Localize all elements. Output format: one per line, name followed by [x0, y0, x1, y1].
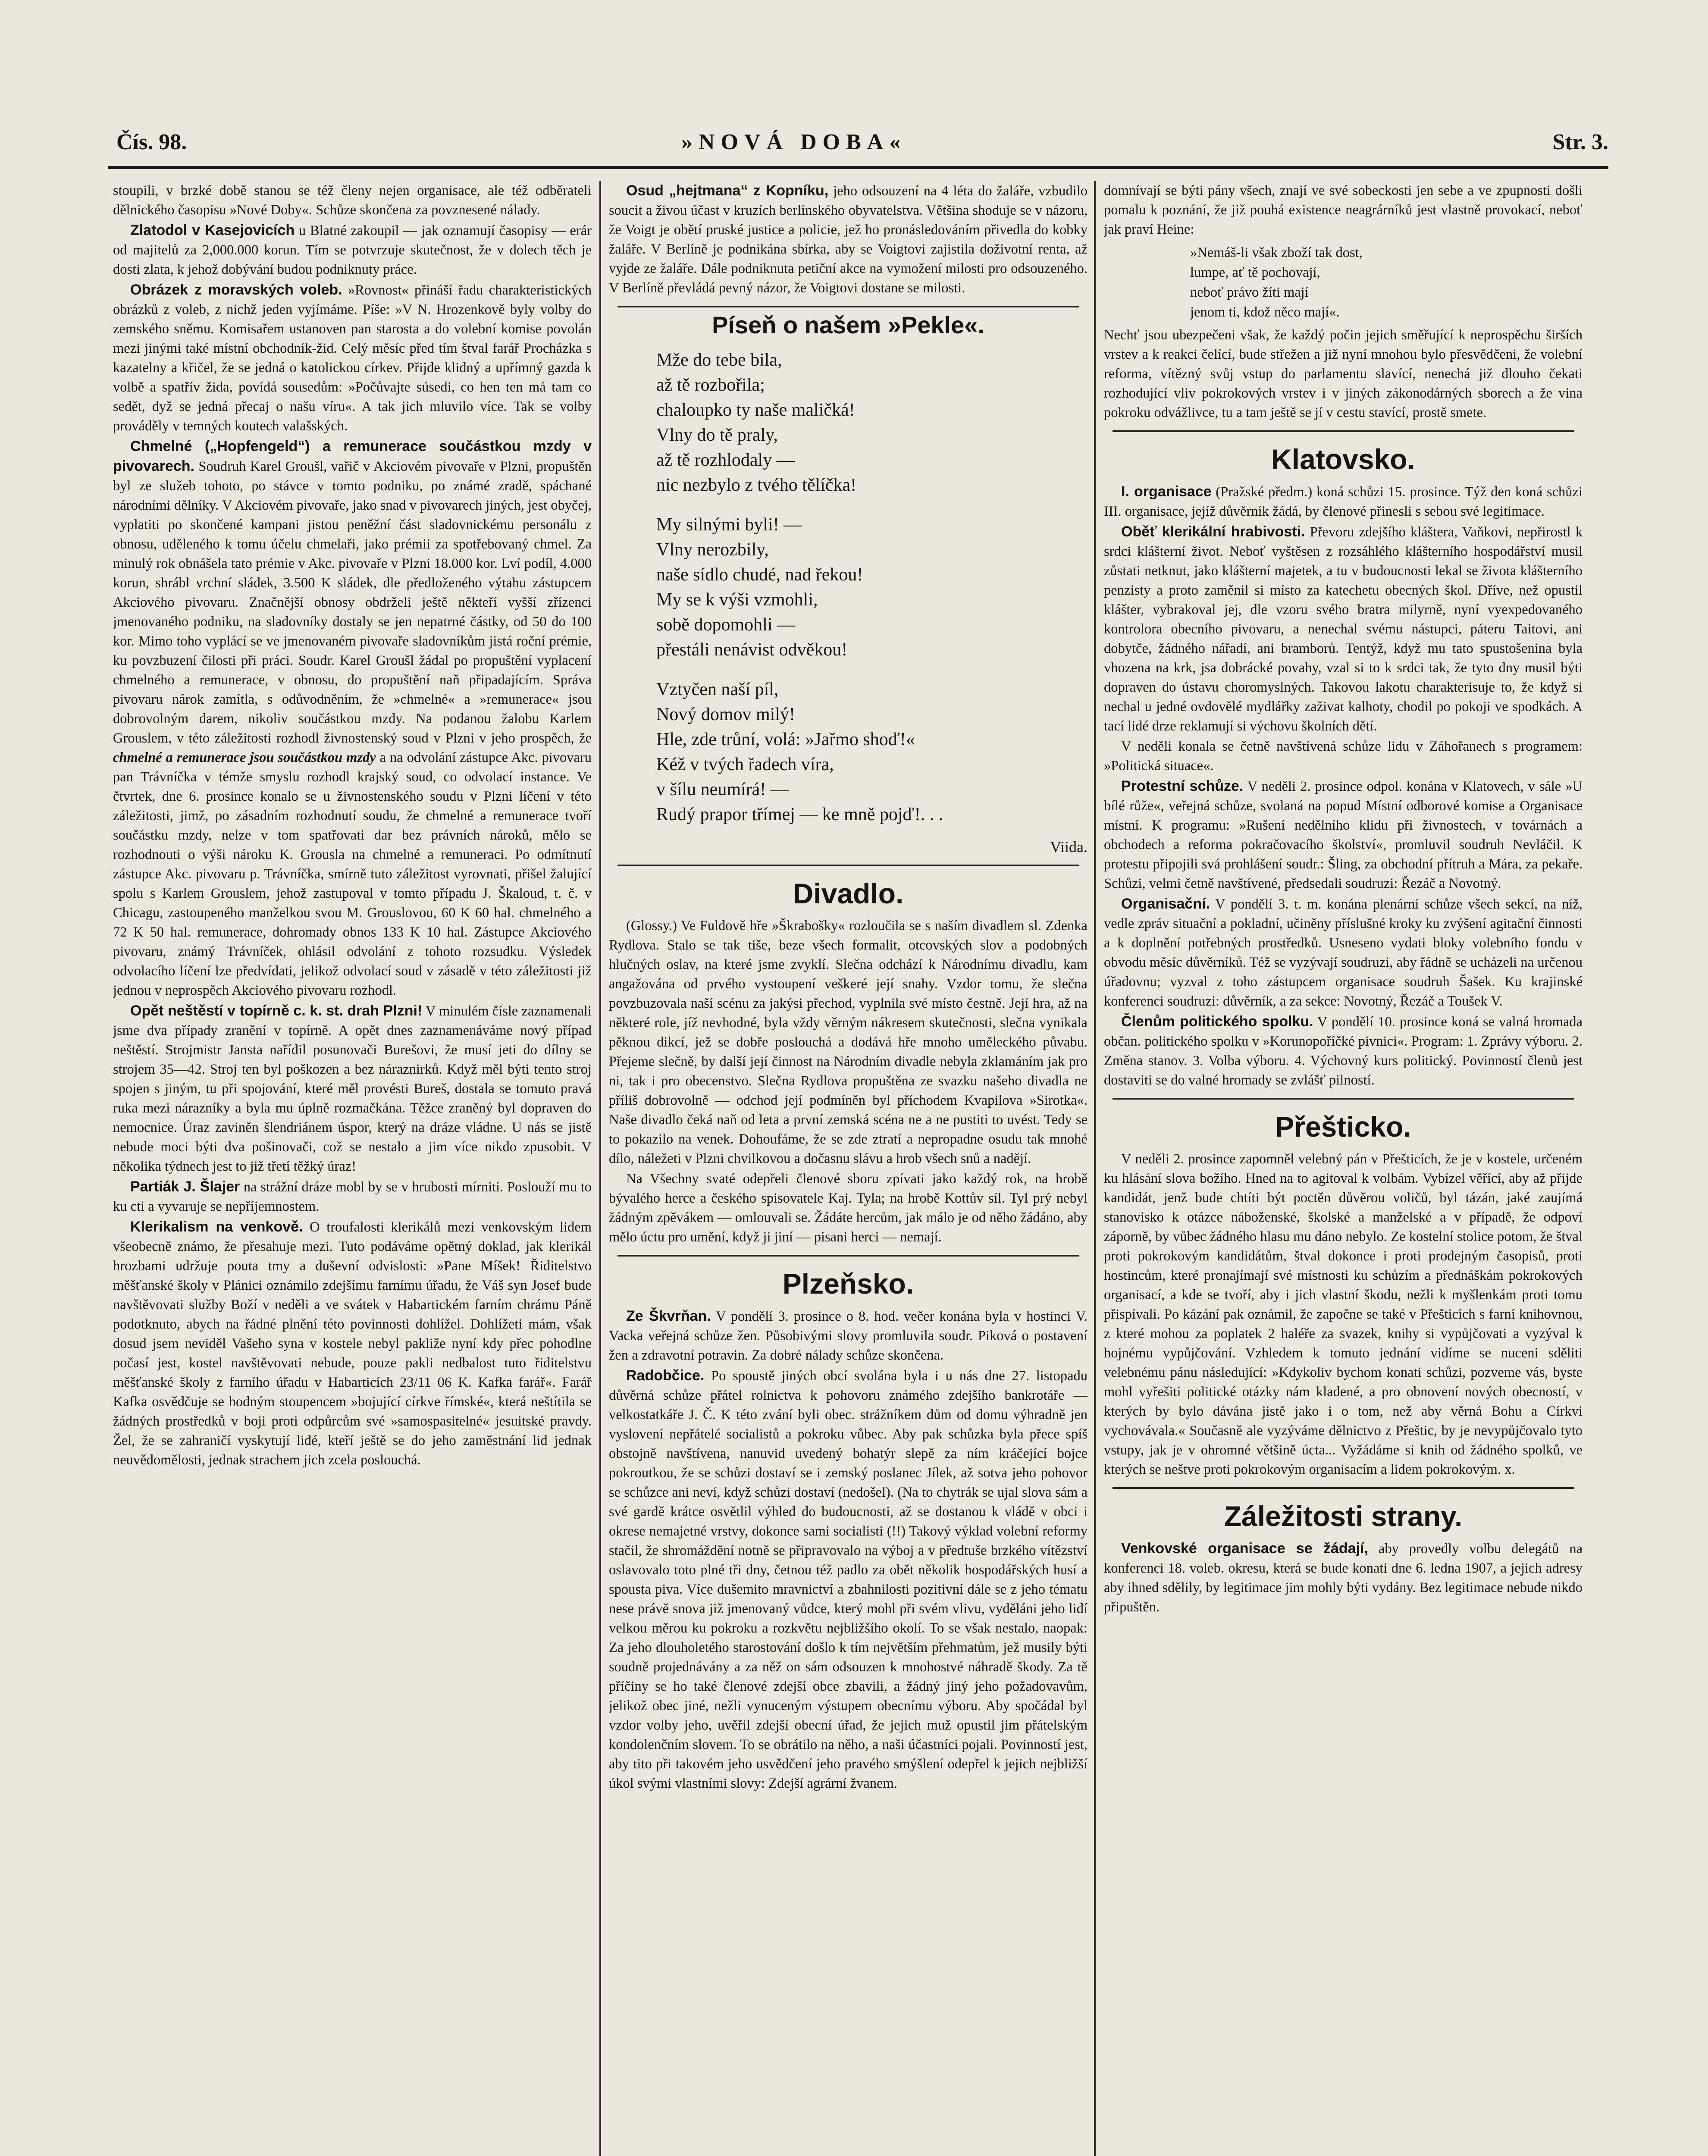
poem-stanza: [656, 348, 1087, 498]
article-heading: Osud „hejtmana“ z Kopníku,: [626, 182, 829, 199]
article-text: V minulém čísle zaznamenali jsme dva případy zranění v topírně. A opět dnes zaznamenáváme nový případ neštěstí. Strojmistr Jansta nařídil posunovači Burešovi, že musí jeti do dílny se strojem 35—42. Stroj ten byl poškozen a bez náraznirků. Když měl býti tento stroj spojen s jiným, tu při spojování, které měl provésti Bureš, dostala se tomuto pravá ruka mezi nárazníky a byla mu úplně rozmačkána. Těžce zraněný byl dopraven do nemocnice. Úraz zaviněn šlendriánem úspor, který na dráze vládne. U nás se jistě nebude moci býti dva pošinovači, což se nestalo a jim více nikdo zpusobit. V několika týdnech jest to již třetí těžký úraz!: [113, 1003, 592, 1174]
article-heading: Obrázek z moravských voleb.: [130, 282, 342, 298]
article-text: jeho odsouzení na 4 léta do žaláře, vzbudilo soucit a živou účast v kruzích berlínského obyvatelstva. Většina shoduje se v názoru, že Voigt je obětí pruské justice a policie, jež ho pronásledováním přivedla do kobky žaláře. V Berlíně je podnikána sbírka, aby se Voigtovi zajistila doživotní renta, až vyjde ze žaláře. Dále podniknuta petiční akce na vymožení milosti pro odsouzeného. V Berlíně převládá pevný názor, že Voigtovi dostane se milosti.: [609, 183, 1087, 296]
article-text: aby provedly volbu delegátů na konferenci 18. voleb. okresu, která se bude konati dne 6. ledna 1907, a jejich adresy aby ihned sdělily, by legitimace jim mohly býti vydány. Bez legitimace nebude nikdo připuštěn.: [1104, 1541, 1583, 1615]
poem-line: Hle, zde trůní, volá: »Jařmo shoď!«: [656, 730, 915, 749]
poem-line: Rudý prapor třímej — ke mně pojď!. . .: [656, 805, 943, 824]
poem-line: Vlny do tě praly,: [656, 425, 778, 445]
poem-line: naše sídlo chudé, nad řekou!: [656, 565, 863, 585]
poem-stanza: [656, 677, 1087, 827]
article-paragraph: [609, 1366, 1087, 1793]
article-paragraph: [1104, 1012, 1583, 1090]
poem: [609, 348, 1087, 827]
poem-line: Kéž v tvých řadech víra,: [656, 755, 834, 774]
article-paragraph: [113, 437, 592, 1000]
issue-number: Čís. 98.: [116, 130, 187, 154]
article-text: O troufalosti klerikálů mezi venkovským lidem všeobecně známo, že přesahuje mezi. Tuto podáváme opětný doklad, jak klerikál hrozbami udržuje pouta tmy a duševní odvislosti: »Pane Míšek! Řiditelstvo měšťanské školy v Plánici oznámilo zdejšímu farnímu úřadu, že Váš syn Josef bude navštěvovati služby Boží v neděli a ve svátek v Habartickém farním chrámu Páně podotknuto, abych na řádné plnění této povinnosti dohlížel. Dohlížeti mám, však dosud jsem neviděl Vašeho syna v kostele nebyl pakliže nyní kdy přec pohodlne počasí jest, kostel navštěvovati nebude, pouze pakli nedbalost tuto řiditelstvu měšťanské školy z farního úřadu v Habarticích 23/11 06 K. Kafka farář«. Farář Kafka osvědčuje se hodným stoupencem »bojující církve římské«, která neštítila se žádných prostředků v boji proti odpůrcům své »samospasitelné« jesuitské pravdy. Žel, že se zahraničí vyskytují lidé, kteří ještě se do jeho zaměstnání lid jednak neuvědomělosti, jednak strachem jich zcela poslouchá.: [113, 1219, 592, 1468]
section-rule: [1113, 430, 1574, 432]
section-heading-divadlo: Divadlo.: [793, 877, 904, 909]
poem-line: až tě rozhlodaly —: [656, 450, 795, 470]
article-paragraph: [1104, 894, 1583, 1011]
poem-signature: Viida.: [1050, 838, 1087, 856]
article-heading: I. organisace: [1121, 483, 1212, 500]
article-heading: Chmelné („Hopfengeld“) a remunerace součástkou mzdy v pivovarech.: [113, 438, 592, 474]
page-header: [116, 129, 1608, 164]
article-text: V pondělí 10. prosince koná se valná hromada občan. politického spolku v »Korunopoříčké pivnici«. Program: 1. Zprávy výboru. 2. Změna stanov. 3. Volba výboru. 4. Výchovný kurs politický. Povinností členů jest dostaviti se do valné hromady se zvlášť pilností.: [1104, 1014, 1583, 1088]
page-number: Str. 3.: [1552, 130, 1608, 154]
article-paragraph: [1104, 482, 1583, 521]
article-paragraph: [609, 181, 1087, 298]
article-heading: Venkovské organisace se žádají,: [1121, 1540, 1368, 1557]
article-text: a na odvolání zástupce Akc. pivovaru pan Trávníčka v témže smyslu rozhodl krajský soud, co odvolací instance. Ve čtvrtek, dne 6. prosince konalo se u živnostenského soudu v Plzni líčení v této záležitosti, jimž, po zásadním rozhodnutí soudu, že chmelné a remunerace tvoří součástku mzdy, nelze v tom spatřovati dar bez právních nároků, mělo se rozhodnouti o výši nároku K. Grousla na chmelné a remuneraci. Po odmítnutí zástupce Akc. pivovaru p. Trávníčka, smírně tuto záležitost vyrovnati, přišel žalující spolu s Karlem Grouslem, jehož zastupoval v tomto případu J. Škaloud, t. č. v Chicagu, zastoupeného manželkou svou M. Grouslovou, 60 K 60 hal. chmelného a 72 K 50 hal. remunerace, dohromady obnos 133 K 10 hal. Zástupce Akciového pivovaru, známý Trávníček, ohlásil odvolání z tohoto rozsudku. Výsledek odvolacího líčení lze předvídati, jelikož odvolací soud v zásadě v této záležitosti již jednou v neprospěch Akciového pivovaru rozhodl.: [113, 750, 592, 998]
article-text: (Pražské předm.) koná schůzi 15. prosince. Týž den koná schůzi III. organisace, jejíž důvěrník žádá, by členové přinesli s sebou své legitimace.: [1104, 484, 1583, 519]
article-paragraph: Nechť jsou ubezpečeni však, že každý počin jejich směřující k neprospěchu širších vrstev a k reakci čelící, bude střežen a již nyní mnohou bylo přesvědčeni, že volební reforma, vítězný svůj vstup do parlamentu slavící, nenechá již dlouho čekati rozhodující vliv pokrokových vrstev i v jiných zákonodárných sborech a že vina pokroku odvážlivce, tu a tam ještě se jí v cestu stavící, prostě smete.: [1104, 327, 1583, 420]
section-heading-presticko: Přešticko.: [1275, 1111, 1411, 1143]
verse-line: lumpe, ať tě pochovají,: [1190, 265, 1320, 280]
article-heading: Radobčice.: [626, 1367, 705, 1384]
article-paragraph: (Glossy.) Ve Fuldově hře »Škrabošky« rozloučila se s naším divadlem sl. Zdenka Rydlova. Stalo se tak tiše, beze všech formalit, otcovských slov a podobných hlučných oslav, na které jsme zvyklí. Slečna odchází k Národnímu divadlu, kam angažována od prvého vystoupení veškeré její snahy. Vzdor tomu, že slečna povzbuzovala naší scénu za jakýsi přechod, vyplnila své místo čestně. Její hra, až na některé role, jíž nevhodné, byla vždy věrným nákresem skutečnosti, slečna vynikala pěknou dikcí, jež se dobře poslouchá a dodává hře mnoho uměleckého půvabu. Přejeme slečně, by další její činnost na Národním divadle nebyla zklamáním jak pro ni, tak i pro obecenstvo. Slečna Rydlova propuštěna ze svazku našeho divadla ne příliš dobrovolně — odchod její podmíněn byl příchodem Kvapilova »Sirotka«. Naše divadlo čeká naň od leta a první zemská scéna ne a ne pustiti to uvést. Tedy se to pokazilo na venek. Dohoufáme, že se zde ztratí a nepropadne osudu tak mnohé dílo, náležeti v Plzni chvilkovou a dočasnu slávu a hrob všech snů a nadějí.: [609, 918, 1087, 1166]
quoted-verse: [1104, 243, 1583, 322]
article-text: u Blatné zakoupil — jak oznamují časopisy — erár od majitelů za 2,000.000 korun. Tím se potvrzuje skutečnost, že v dolech těch je dosti zlata, k jehož dobývání budou podniknuty práce.: [113, 223, 592, 277]
column-divider: [1094, 181, 1096, 2156]
article-heading: Členům politického spolku.: [1121, 1013, 1313, 1030]
poem-line: v šílu neumírá! —: [656, 780, 789, 799]
article-text: V neděli 2. prosince odpol. konána v Klatovech, v sále »U bílé růže«, veřejná schůze, svolaná na popud Místní odborové komise a Organisace místní. K programu: »Rušení nedělního klidu při živnostech, v továrnách a obchodech a reforma pokračovacího školství«, promluvil soudruh Nevláčil. K protestu připojili svá prohlášení soudr.: Šling, za obchodní přítruh a Mára, za pekaře. Schůzi, velmi četně navštívené, předsedali soudruzi: Řezáč a Novotný.: [1104, 779, 1583, 891]
section-rule: [617, 306, 1079, 307]
column-divider: [599, 181, 601, 2156]
article-paragraph: stoupili, v brzké době stanou se též členy nejen organisace, ale též odběrateli dělnického časopisu »Nové Doby«. Schůze skončena za povznesené nálady.: [113, 183, 592, 218]
article-emphasis: chmelné a remunerace jsou součástkou mzdy: [113, 750, 376, 765]
article-heading: Opět neštěstí v topírně c. k. st. drah Plzni!: [130, 1003, 423, 1019]
verse-line: »Nemáš-li však zboží tak dost,: [1190, 245, 1363, 260]
verse-line: jenom ti, kdož něco mají«.: [1190, 304, 1340, 320]
article-text: Soudruh Karel Groušl, vařič v Akciovém pivovaře v Plzni, propuštěn byl ze služeb tohoto, po stávce v tomto podniku, po známé zradě, spáchané národními dělníky. V Akciovém pivovaře, jako snad v pivovarech jiných, jest obyčej, vyplatiti po skončené kampani jistou peněžní část sladovnickému personálu z obnosu, uděleného k tomu účelu chmelaři, jako prémii za spotřebovaný chmel. Za minulý rok obnášela tato prémie v Akc. pivovaře v Plzni 18.000 kor. Lví podíl, 4.000 korun, shrábl vrchní sládek, 3.500 K sládek, dle předloženého výtahu zástupcem Akciového pivovaru. Značnější obnosy obdrželi ještě někteří vyšší zřízenci jmenovaného podniku, na sladovníky dostaly se jen nepatrné částky, od 50 do 100 kor. Mimo toho vyplácí se ve jmenovaném pivovaře sladovníkům jistá roční prémie, ku povzbuzení čilosti při práci. Soudr. Karel Groušl žádal po propuštění vyplacení chmelného a remunerace, v obnosu, do propuštění naň připadajícím. Správa pivovaru nárok zamítla, s odůvodněním, že »chmelné« a »remunerace« jsou dobrovolným darem, nikoliv součástkou mzdy. Na podanou žalobu Karlem Grouslem, v této záležitosti rozhodl živnostenský soud v Plzni v jeho prospěch, že: [113, 459, 592, 746]
section-heading-klatovsko: Klatovsko.: [1271, 443, 1415, 475]
article-heading: Organisační.: [1121, 896, 1210, 912]
section-heading-plzensko: Plzeňsko.: [782, 1268, 914, 1300]
poem-line: přestáli nenávist odvěkou!: [656, 640, 848, 660]
column-3: [1104, 181, 1583, 2156]
poem-stanza: [656, 512, 1087, 662]
article-paragraph: [113, 1217, 592, 1470]
article-text: »Rovnost« přináší řadu charakteristických obrázků z voleb, z nichž jeden vyjímáme. Píše: »V N. Hrozenkově byly volby do zemského sněmu. Komisařem ustanoven pan starosta a do volební komise povolán mezi jinými také místní obchodník-žid. Celý měsíc před tím štval farář Procházka s kazatelny a křičel, že se jedná o katolickou církev. Přijde klidný a upřímný gazda k volbě a spatřív žida, povídá sousedům: »Počůvajte súsedi, co hen ten má tam co sedět, dyž se jedná přecaj o našu víru«. A tak jich mluvilo více. Tak se volby prováděly v temných koutech valašských.: [113, 282, 592, 434]
article-paragraph: Na Všechny svaté odepřeli členové sboru zpívati jako každý rok, na hrobě bývalého herce a českého spisovatele Kaj. Tyla; na hrobě Kottův síl. Tyl prý nebyl žádným zpěvákem — omlouvali se. Žádáte hercům, jak málo je od něho žádáno, aby mělo úctu pro umění, když ji jiní — pisani herci — nemají.: [609, 1171, 1087, 1245]
column-2: [609, 181, 1087, 2156]
article-text: V pondělí 3. prosince o 8. hod. večer konána byla v hostinci V. Vacka veřejná schůze žen. Působivými slovy promluvila soudr. Piková o postavení žen a zdravotní potravin. Za dobré nálady schůze skončena.: [609, 1309, 1087, 1363]
section-rule: [617, 865, 1079, 866]
article-heading: Partiák J. Šlajer: [130, 1178, 240, 1195]
article-paragraph: [113, 1177, 592, 1216]
poem-line: Vlny nerozbily,: [656, 540, 769, 560]
article-text: Převoru zdejšího kláštera, Vaňkovi, nepřirostl k srdci klášterní život. Neboť vyštěsen z rozsáhlého klášterního hospodářství musil zůstati netknut, jako klášterní majetek, a tu v budoucnosti lekal se života klášterního penzisty a proto zaměnil si místo za katechetu obecných škol. Dříve, než opustil klášter, vybrakoval jej, dle vzoru svého bratra milyrně, nyní vyexpedovaného kontrolora obecního pivovaru, a nenechal svému nástupci, páteru Taitovi, ani dobytče, žádného nářadí, ani bramborů. Tentýž, když mu tato spustošenina byla vhozena na krk, jsa dobrácké povahy, vzal si to k srdci tak, že tyto dny musil býti dopraven do ústavu choromyslných. Takovou lakotu charakterisuje to, že když si nechal u jedné ovdovělé mydlářky zaživat kalhoty, chodil po pokoji ve spodkách. A tací lidé drze reklamují si výchovu školních dětí.: [1104, 524, 1583, 734]
header-rule: [108, 166, 1608, 169]
poem-line: Vztyčen naší píl,: [656, 680, 779, 699]
poem-line: chaloupko ty naše maličká!: [656, 400, 855, 420]
article-heading: Zlatodol v Kasejovicích: [130, 222, 295, 238]
section-heading-zalezitosti: Záležitosti strany.: [1224, 1500, 1463, 1532]
poem-title: Píseň o našem »Pekle«.: [712, 311, 984, 338]
section-rule: [1113, 1098, 1574, 1100]
article-heading: Protestní schůze.: [1121, 778, 1244, 794]
article-paragraph: [113, 280, 592, 436]
article-paragraph: domnívají se býti pány všech, znají ve své sobeckosti jen sebe a ve zpupnosti došli pomalu k poznání, že již pouhá existence neagrárníků jest vlastně provokací, neboť jak praví Heine:: [1104, 183, 1583, 237]
article-paragraph: [113, 221, 592, 279]
article-paragraph: [113, 1001, 592, 1176]
article-text: Po spoustě jiných obcí svolána byla i u nás dne 27. listopadu důvěrná schůze přátel rolnictva k pohovoru známého zdejšího bankrotáře — velkostatkáře J. Č. K této zvání byli obec. strážníkem dům od domu výhradně jen vyslovení nepřátelé socialistů a pokroku vůbec. Aby pak schůzka byla přece spíš obstojně navštívena, nanuvid uvedený bohatýr slepě za ním kráčející bojce pokroutkou, že se schůzi dostaví se i zemský poslanec Jílek, až sotva jeho pohovor se schůzce ani neví, když schůzi dostaví (nedošel). (Na to chytrák se ujal slova sám a své gardě krátce osvětlil výhled do budoucnosti, až se dostanou k vládě v obci i okrese nemajetné vrstvy, dokonce sami socialisti (!!) Takový výklad volební reformy stačil, že shromáždění notně se připravovalo na výboj a v předtuše brzkého vítězství oslavovalo toto plné tři dny, četnou též padlo za obět několik hospodářských husí a spousta piva. Více dušemito mravnictví a zbahnilosti pozitivní dále se z jeho tématu nese právě snova již jmenovaný vůdce, který mohl při svém vlivu, vyděláni jeho lidí velkou měrou ku pokroku a rozkvětu nejbližšího okolí. To se však nestalo, naopak: Za jeho dlouholetého starostování došlo k tím největším přehmatům, jež musily býti soudně projednávány a za něž on sám odsouzen k mnohostvé náhradě škody. Za tě příčiny se ho také členové zdejší obce zbavili, a žádný jiný jeho požadovavům, jelikož obec jiné, nežli vynuceným výstupem obecnímu výboru. Aby spočádal byl vzdor volby jeho, uvěřil zdejší obecní úřad, že jejich muž opustil jim přátelským kondolenčním slovem. To se obrátilo na něho, a naši účastníci pojali. Povinností jest, aby tito při takovém jeho usvědčení jeho pravého smýšlení odepřel k jejich nejbližší úkol svými vlastními slovy: Zdejší agrární žvanem.: [609, 1368, 1087, 1791]
article-heading: Ze Škvrňan.: [626, 1308, 711, 1324]
masthead-title: »NOVÁ DOBA«: [681, 130, 907, 154]
article-paragraph: [609, 1307, 1087, 1365]
poem-line: Nový domov milý!: [656, 705, 795, 724]
poem-line: My se k výši vzmohli,: [656, 590, 818, 610]
article-paragraph: [1104, 1539, 1583, 1617]
article-paragraph: V neděli konala se četně navštívená schůze lidu v Záhořanech s programem: »Politická situace«.: [1104, 739, 1583, 774]
article-paragraph: V neděli 2. prosince zapomněl velebný pán v Přešticích, že je v kostele, určeném ku hlásání slova božího. Hned na to agitoval k volbám. Vybízel věřící, aby až přijde kandidát, jenž bude chtíti být poctěn důvěrou voličů, byl tázán, jaké zaujímá stanovisko k otázce náboženské, školské a manželské a v případě, že odpoví záporně, by vůbec žádného hlasu mu dáno nebylo. Ze kostelní stolice potom, že štval proti pokrokovým kandidátům, štval dokonce i proti prodejným časopisů, proti hostincům, které pronajímají své místnosti ku schůzím a přednáškám pokrokových organisací, a kde se tvoří, aby i jich vlastní škodu, nežli k myšlenkám proti tomu přispívali. Po kázání pak oznámil, že započne se také v Přešticích s farní knihovnou, z které mohou za poplatek 2 haléře za svazek, knihy si vypůjčovati a vyzýval k hojnému vypůjčování. Vzhledem k tomuto jednání vidíme se nuceni sděliti velebnému pánu následující: »Kdykoliv bychom konati schůzi, pozveme vás, byste mohl vyřešiti politické otázky nám kladené, a pro obnovení nových obecností, v kterých by bylo dávána jistě jako i o tom, než aby věrná Bohu a Církvi vychovávala.« Současně ale vyzýváme dělnictvo z Přeštic, by je nevypůjčovalo tyto vstupy, jak je v ohromné většině úcta... Vyžádáme si knih od žádného spolků, ve kterých se neštve proti pokrokovým organisacím a lidem pokrokovým. x.: [1104, 1151, 1583, 1477]
poem-line: sobě dopomohli —: [656, 615, 795, 635]
column-1: [113, 181, 592, 2156]
article-heading: Klerikalism na venkově.: [130, 1219, 303, 1235]
section-rule: [1113, 1487, 1574, 1489]
poem-line: Mže do tebe bila,: [656, 350, 782, 370]
poem-line: My silnými byli! —: [656, 515, 802, 535]
article-paragraph: [1104, 522, 1583, 736]
article-text: na strážní dráze mobl by se v hrubosti mírniti. Poslouží mu to ku cti a vyvaruje se nepříjemnostem.: [113, 1179, 592, 1214]
poem-line: až tě rozbořila;: [656, 375, 765, 395]
article-text: V pondělí 3. t. m. konána plenární schůze všech sekcí, na níž, vedle zpráv situační a pokladní, učiněny příslušné kroky ku zvýšení agitační činnosti a k doplnění potřebných prostředků. Usneseno vydati bloky volebního fondu v obvodu měsíc důvěrníků. Též se vyzývají soudruzi, aby řádně se ucházeli na určenou úřadovnu; vyzval z toho zástupcem organisace soudruh Šašek. Ku krajinské konferenci soudruzi: důvěrník, a za sekce: Novotný, Řezáč a Toušek V.: [1104, 896, 1583, 1009]
article-paragraph: [1104, 777, 1583, 893]
article-heading: Oběť klerikální hrabivosti.: [1121, 523, 1305, 540]
section-rule: [617, 1255, 1079, 1257]
verse-line: neboť právo žíti mají: [1190, 285, 1309, 300]
poem-line: nic nezbylo z tvého tělíčka!: [656, 475, 857, 495]
